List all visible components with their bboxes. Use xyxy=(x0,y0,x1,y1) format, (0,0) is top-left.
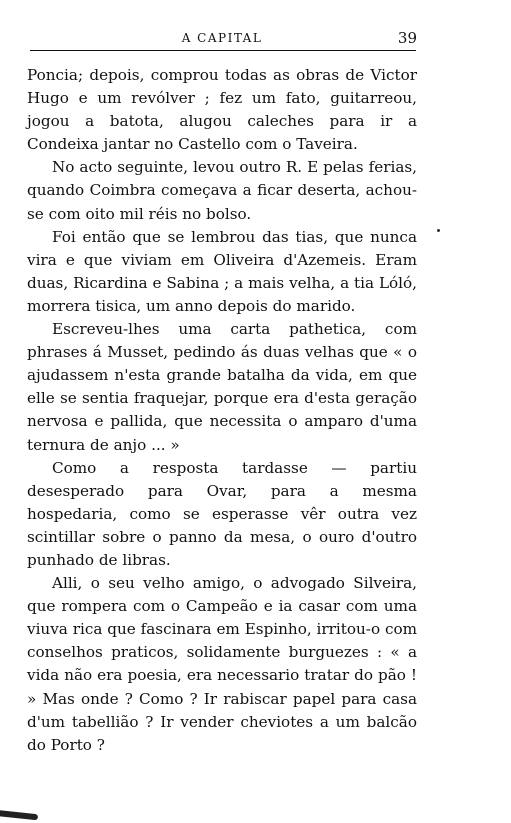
paragraph-4: Escreveu-lhes uma carta pathetica, com phrases á Musset, pedindo ás duas velhas que « o ajudassem n'esta grande batalha da vida, em que elle se sentia fraquejar, porque era d'esta geração nervosa e pallida, que necessita o amparo d'uma ternura de anjo ... » xyxy=(27,320,417,454)
running-title: A CAPITAL xyxy=(181,31,263,45)
page-number: 39 xyxy=(397,29,417,47)
page-edge-shadow xyxy=(0,810,38,821)
paragraph-3: Foi então que se lembrou das tias, que nunca vira e que viviam em Oliveira d'Azemeis. Eram duas, Ricardina e Sabina ; a mais velha, a tia Lóló, morrera tisica, um anno depois do marido. xyxy=(27,227,417,315)
page-header xyxy=(27,29,417,49)
ink-speck xyxy=(437,229,440,232)
paragraph-5: Como a resposta tardasse — partiu desesperado para Ovar, para a mesma hospedaria, como se esperasse vêr outra vez scintillar sobre o panno da mesa, o ouro d'outro punhado de libras. xyxy=(27,458,417,569)
paragraph-1: Poncia; depois, comprou todas as obras de Victor Hugo e um revólver ; fez um fato, guitarreou, jogou a batota, alugou caleches para ir a Condeixa jantar no Castello com o Taveira. xyxy=(27,66,417,154)
paragraph-6: Alli, o seu velho amigo, o advogado Silveira, que rompera com o Campeão e ia casar com uma viuva rica que fascinara em Espinho, irritou-o com conselhos praticos, solidamente burguezes : « a vida não era poesia, era necessario tratar do pão ! » Mas onde ? Como ? Ir rabiscar papel para casa d'um tabellião ? Ir vender cheviotes a um balcão do Porto ? xyxy=(27,574,417,754)
paragraph-2: No acto seguinte, levou outro R. E pelas ferias, quando Coimbra começava a ficar deserta, achou-se com oito mil réis no bolso. xyxy=(27,158,417,223)
body-text xyxy=(27,64,417,757)
header-rule xyxy=(30,50,416,51)
